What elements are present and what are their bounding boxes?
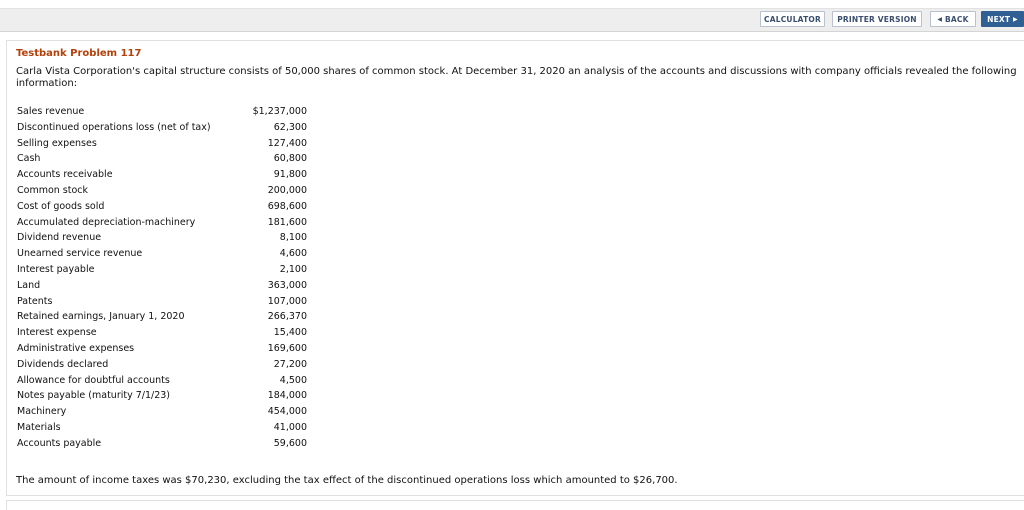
account-value: $1,237,000 xyxy=(252,106,307,117)
account-label: Cost of goods sold xyxy=(17,200,105,212)
back-button-label: BACK xyxy=(945,15,969,24)
account-label: Notes payable (maturity 7/1/23) xyxy=(17,390,171,402)
account-value: 698,600 xyxy=(267,200,307,212)
table-row xyxy=(17,199,307,215)
account-value: 4,600 xyxy=(279,248,307,260)
table-row xyxy=(17,167,307,183)
table-row xyxy=(17,136,307,152)
account-value: 200,000 xyxy=(267,184,307,196)
account-value: 2,100 xyxy=(279,263,307,275)
account-table xyxy=(17,104,307,452)
table-row xyxy=(17,373,307,389)
account-label: Allowance for doubtful accounts xyxy=(17,374,170,386)
problem-footer-note: The amount of income taxes was $70,230, excluding the tax effect of the discontinued operations loss which amounted to $26,700. xyxy=(16,475,678,486)
table-row xyxy=(17,341,307,357)
account-label: Interest payable xyxy=(17,263,95,275)
account-label: Selling expenses xyxy=(17,137,97,149)
table-row xyxy=(17,388,307,404)
next-panel-edge xyxy=(6,500,1024,510)
account-label: Administrative expenses xyxy=(17,342,135,354)
account-value: 60,800 xyxy=(273,153,307,165)
table-row xyxy=(17,278,307,294)
table-row xyxy=(17,262,307,278)
account-label: Materials xyxy=(17,421,61,433)
account-value: 4,500 xyxy=(279,374,307,386)
account-label: Discontinued operations loss (net of tax) xyxy=(17,121,211,133)
calculator-button[interactable] xyxy=(760,11,825,27)
next-button[interactable] xyxy=(981,11,1024,27)
account-label: Unearned service revenue xyxy=(17,248,143,260)
account-label: Accounts receivable xyxy=(17,169,113,181)
account-label: Dividends declared xyxy=(17,358,109,370)
account-label: Patents xyxy=(17,295,53,307)
account-value: 363,000 xyxy=(267,279,307,291)
problem-panel xyxy=(6,40,1024,496)
account-label: Dividend revenue xyxy=(17,232,102,244)
table-row xyxy=(17,183,307,199)
calculator-button-label: CALCULATOR xyxy=(764,15,821,24)
account-label: Common stock xyxy=(17,184,89,196)
account-label: Sales revenue xyxy=(17,106,85,117)
printer-version-button[interactable] xyxy=(832,11,922,27)
table-row xyxy=(17,436,307,452)
account-label: Cash xyxy=(17,153,41,165)
account-value: 15,400 xyxy=(273,327,307,339)
account-label: Retained earnings, January 1, 2020 xyxy=(17,311,185,323)
table-row xyxy=(17,404,307,420)
account-value: 41,000 xyxy=(273,421,307,433)
account-value: 127,400 xyxy=(267,137,307,149)
account-value: 91,800 xyxy=(273,169,307,181)
account-value: 181,600 xyxy=(267,216,307,228)
printer-version-button-label: PRINTER VERSION xyxy=(837,15,917,24)
account-value: 107,000 xyxy=(267,295,307,307)
account-value: 184,000 xyxy=(267,390,307,402)
table-row xyxy=(17,357,307,373)
account-label: Accumulated depreciation-machinery xyxy=(17,216,196,228)
account-label: Interest expense xyxy=(17,327,97,339)
table-row xyxy=(17,215,307,231)
account-value: 8,100 xyxy=(279,232,307,244)
account-value: 169,600 xyxy=(267,342,307,354)
table-row xyxy=(17,246,307,262)
table-row xyxy=(17,104,307,120)
account-value: 27,200 xyxy=(273,358,307,370)
next-button-label: NEXT xyxy=(987,15,1011,24)
table-row xyxy=(17,120,307,136)
table-row xyxy=(17,230,307,246)
account-value: 62,300 xyxy=(273,121,307,133)
table-row xyxy=(17,151,307,167)
account-label: Machinery xyxy=(17,406,67,418)
account-value: 454,000 xyxy=(267,406,307,418)
triangle-right-icon: ▶ xyxy=(1013,16,1018,23)
problem-title: Testbank Problem 117 xyxy=(16,48,142,59)
triangle-left-icon: ◀ xyxy=(937,16,943,23)
account-label: Land xyxy=(17,279,41,291)
top-toolbar xyxy=(0,8,1024,32)
account-value: 59,600 xyxy=(273,437,307,449)
problem-intro: Carla Vista Corporation's capital structure consists of 50,000 shares of common stock. At December 31, 2020 an analysis of the accounts and discussions with company officials revealed the following information: xyxy=(16,66,1017,89)
back-button[interactable] xyxy=(930,11,976,27)
table-row xyxy=(17,325,307,341)
account-label: Accounts payable xyxy=(17,437,102,449)
table-row xyxy=(17,309,307,325)
table-row xyxy=(17,294,307,310)
table-row xyxy=(17,420,307,436)
account-value: 266,370 xyxy=(267,311,307,323)
